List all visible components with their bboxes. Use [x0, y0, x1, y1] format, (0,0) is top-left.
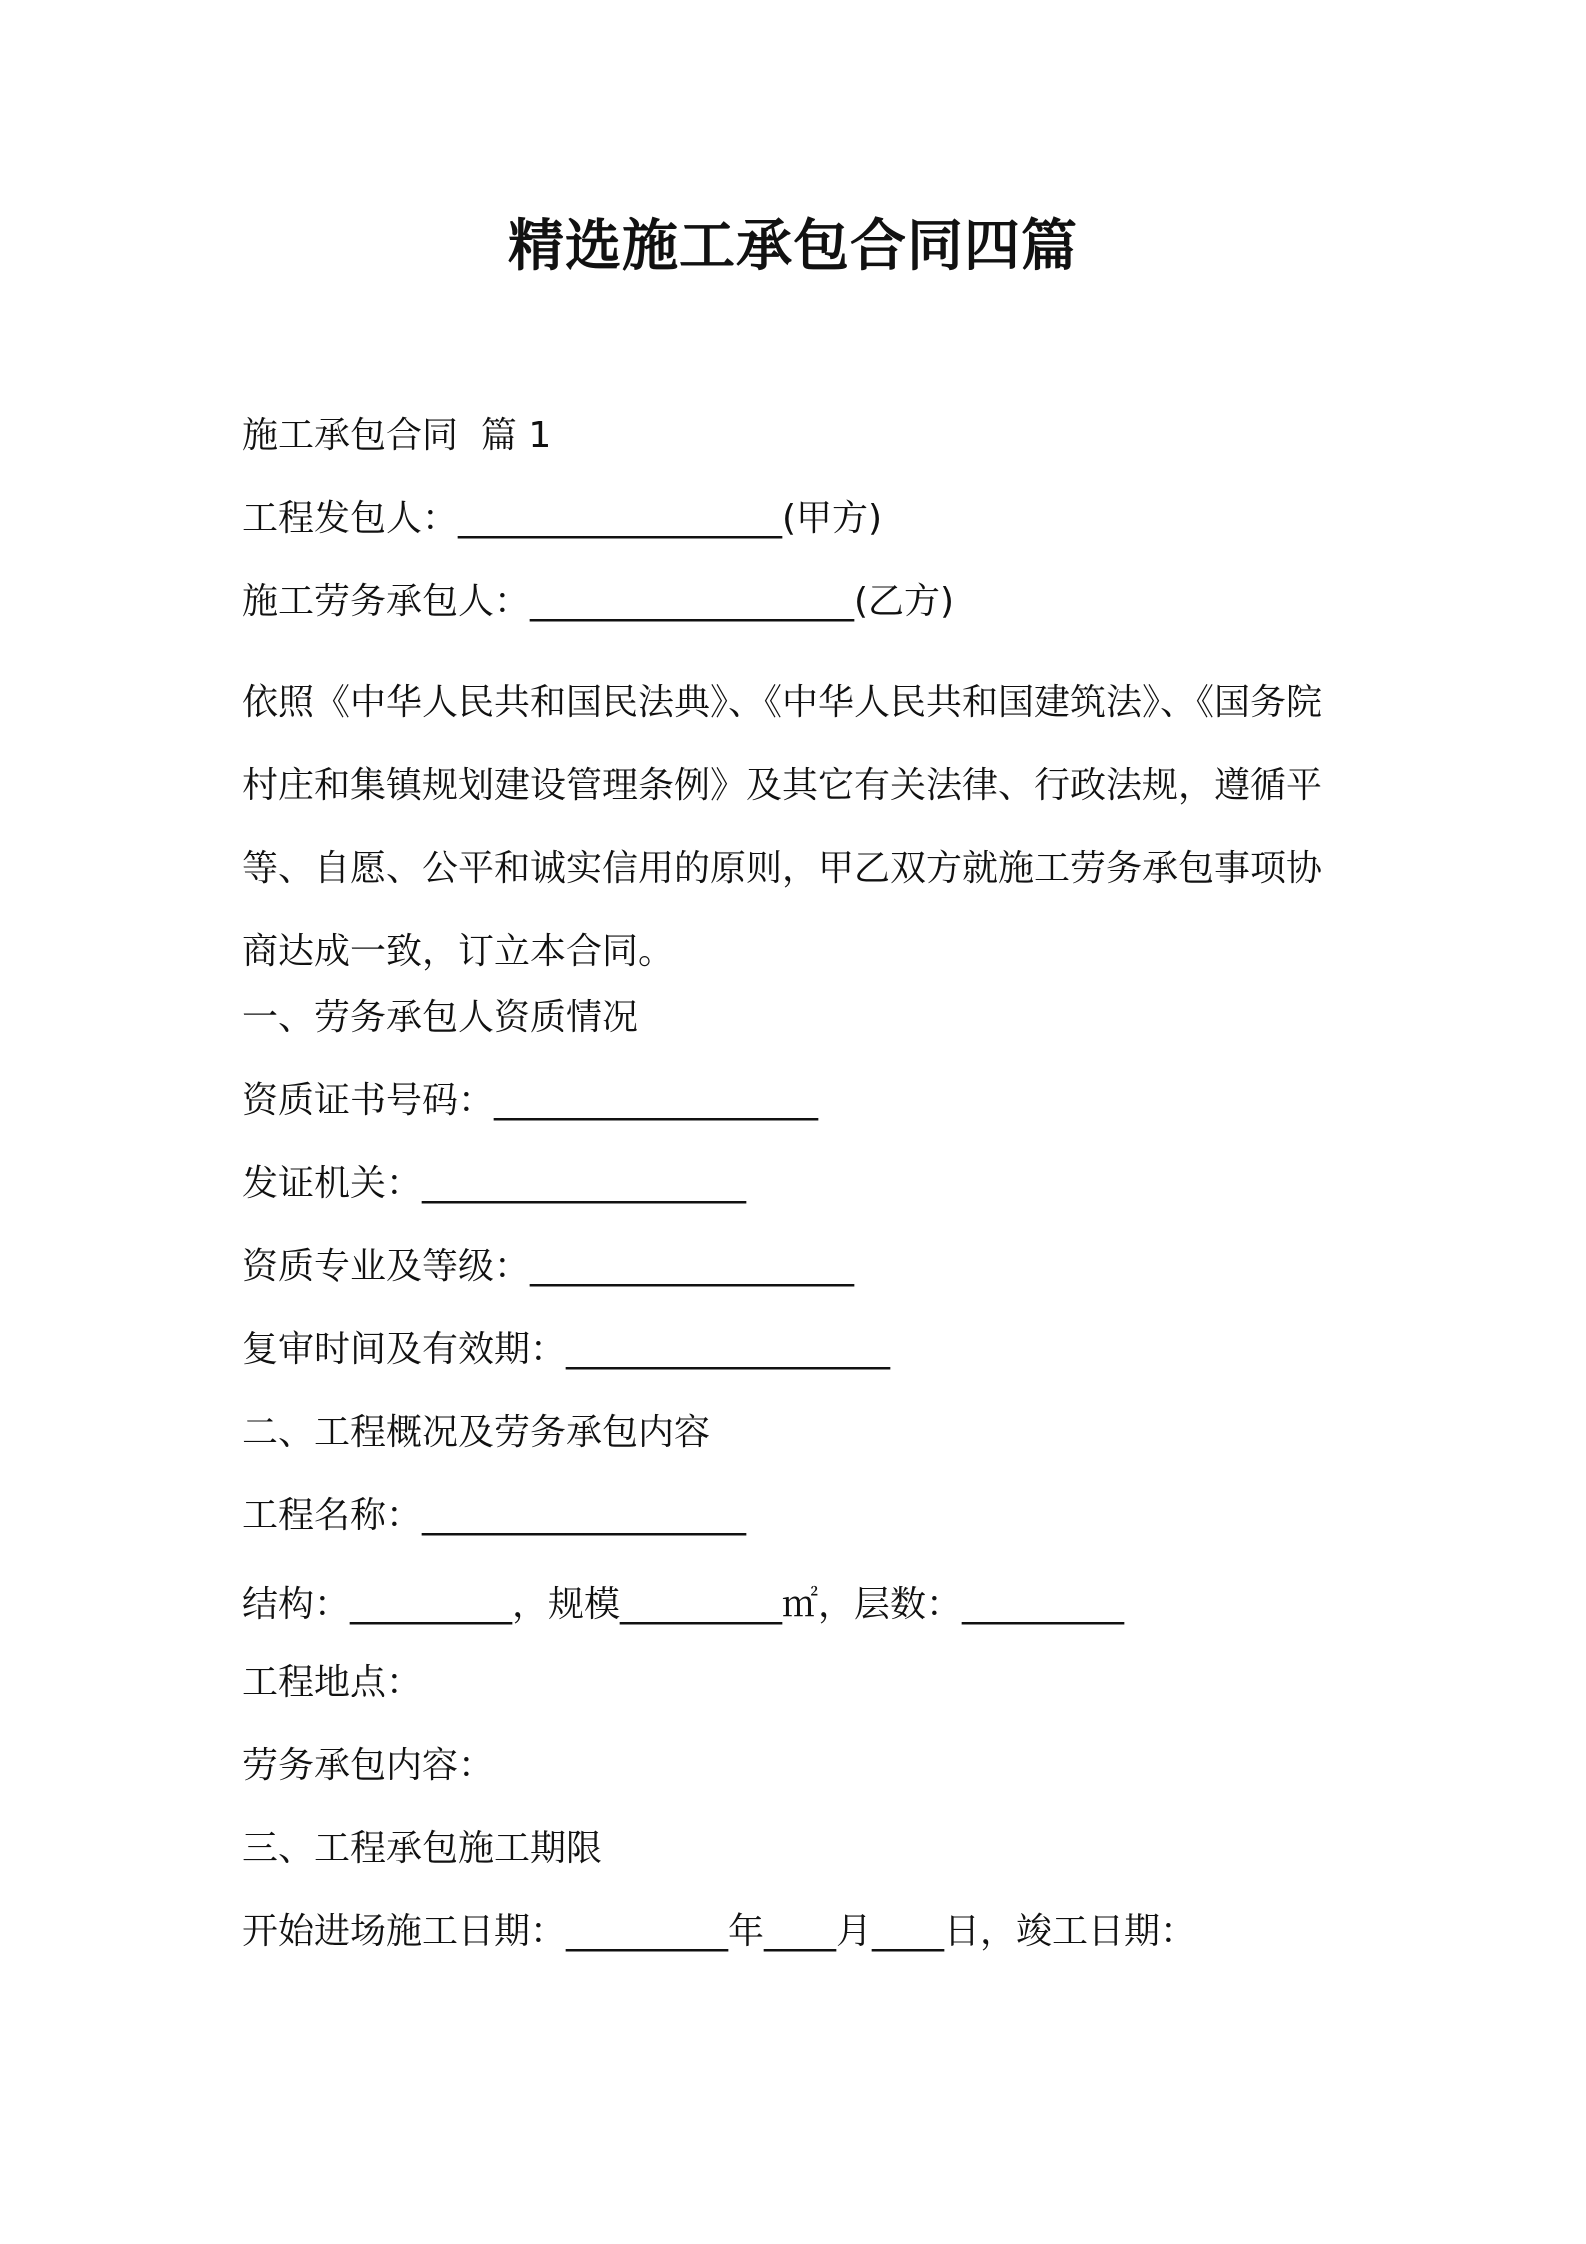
document-title: 精选施工承包合同四篇	[508, 214, 1078, 279]
contractor-field: 施工劳务承包人：__________________(乙方)	[242, 581, 955, 622]
labor-content-field: 劳务承包内容：	[242, 1745, 495, 1786]
intro-paragraph-line: 等、自愿、公平和诚实信用的原则，甲乙双方就施工劳务承包事项协	[242, 848, 1323, 889]
section-heading-qualification: 一、劳务承包人资质情况	[242, 997, 639, 1038]
review-validity-field: 复审时间及有效期：__________________	[242, 1329, 891, 1370]
intro-paragraph-line: 依照《中华人民共和国民法典》、《中华人民共和国建筑法》、《国务院	[242, 682, 1323, 723]
article-heading: 施工承包合同 篇 1	[242, 415, 552, 456]
intro-paragraph-line: 商达成一致，订立本合同。	[242, 931, 675, 972]
cert-number-field: 资质证书号码：__________________	[242, 1080, 819, 1121]
employer-field: 工程发包人：__________________(甲方)	[242, 498, 883, 539]
structure-scale-field: 结构：_________，规模_________㎡，层数：_________	[242, 1584, 1125, 1625]
intro-paragraph-line: 村庄和集镇规划建设管理条例》及其它有关法律、行政法规，遵循平	[242, 765, 1323, 806]
qualification-level-field: 资质专业及等级：__________________	[242, 1246, 855, 1287]
section-heading-overview: 二、工程概况及劳务承包内容	[242, 1412, 711, 1453]
section-heading-period: 三、工程承包施工期限	[242, 1828, 603, 1869]
intro-paragraph	[242, 661, 1362, 993]
start-date-field: 开始进场施工日期：_________年____月____日，竣工日期：	[242, 1911, 1197, 1952]
issuing-authority-field: 发证机关：__________________	[242, 1163, 747, 1204]
project-location-field: 工程地点：	[242, 1662, 423, 1703]
project-name-field: 工程名称：__________________	[242, 1495, 747, 1536]
